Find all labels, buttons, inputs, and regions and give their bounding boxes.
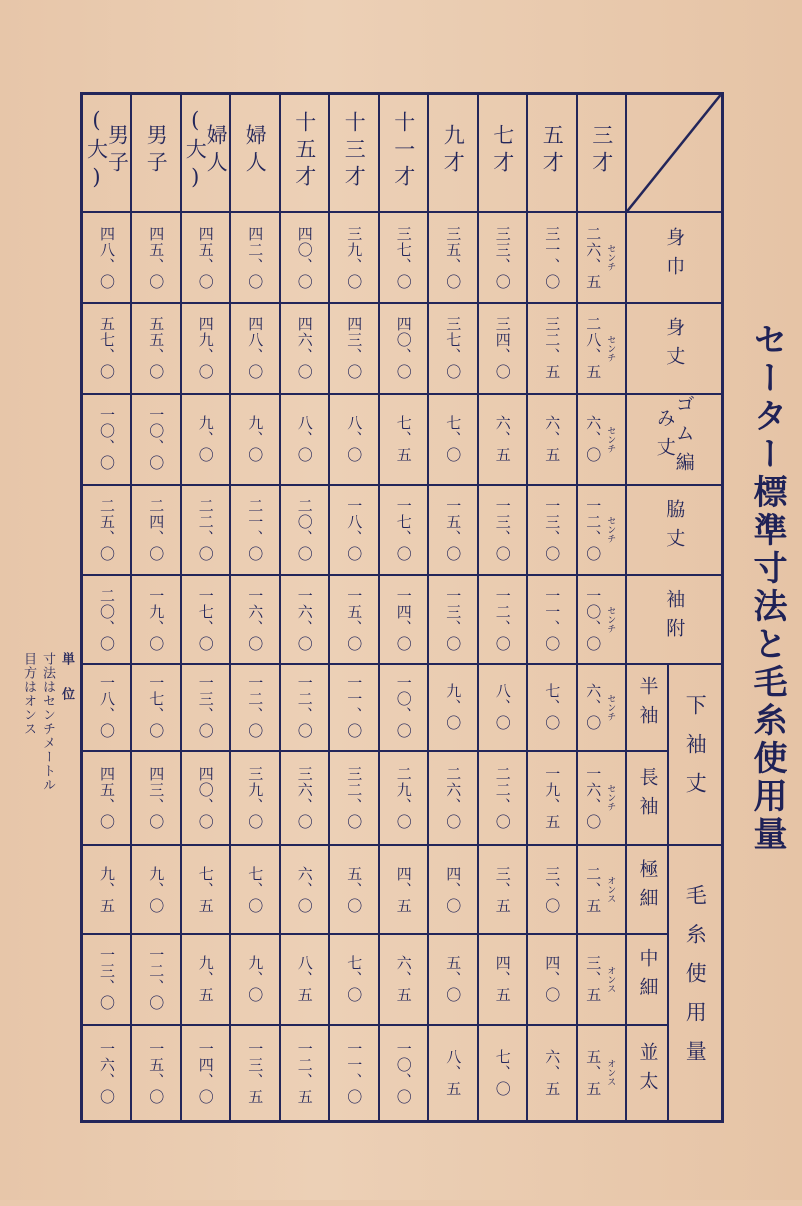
column-header-label: 七才 (490, 124, 515, 179)
table-cell (230, 934, 280, 1025)
cell-value: 七、〇 (345, 955, 364, 1004)
table-cell (82, 394, 132, 485)
table-cell (181, 394, 231, 485)
table-cell (527, 212, 577, 303)
cell-value: 一二、〇 (584, 497, 603, 562)
table-cell (527, 751, 577, 846)
table-cell (577, 575, 627, 664)
cell-value: 四三、〇 (147, 765, 166, 830)
cell-value: 四、〇 (543, 955, 562, 1004)
cell-value: 四五、〇 (147, 225, 166, 290)
table-cell (379, 751, 429, 846)
table-row (82, 485, 723, 576)
table-row (82, 212, 723, 303)
cell-value: 一二、〇 (493, 587, 512, 652)
cell-value: 二〇、〇 (98, 587, 116, 652)
cell-value: 二四、〇 (147, 497, 166, 562)
cell-value: 四二、〇 (246, 225, 265, 290)
cell-value: 二九、〇 (394, 765, 413, 830)
row-label: 身巾 (663, 226, 686, 285)
row-label: 袖附 (663, 588, 686, 647)
cell-value: 一五、〇 (345, 587, 364, 652)
row-label-cell (626, 934, 668, 1025)
table-row (82, 394, 723, 485)
table-cell (280, 751, 330, 846)
cell-value: 七、〇 (543, 683, 562, 732)
cell-unit: オンス (605, 1059, 616, 1087)
table-cell (527, 845, 577, 934)
cell-value: 三、五 (584, 955, 603, 1004)
table-cell (379, 575, 429, 664)
sleeve-group-cell (668, 664, 722, 845)
cell-value: 一六、〇 (295, 587, 314, 652)
table-cell (230, 575, 280, 664)
cell-value: 一〇、〇 (584, 587, 603, 652)
column-header-label: 十一才 (391, 110, 416, 192)
table-cell (329, 845, 379, 934)
row-label-cell (626, 212, 722, 303)
row-label: 身丈 (663, 317, 686, 376)
cell-unit: センチ (605, 516, 616, 544)
table-cell (181, 934, 231, 1025)
table-cell (527, 1025, 577, 1122)
column-header (379, 94, 429, 213)
table-cell (478, 1025, 528, 1122)
cell-value: 一〇、〇 (147, 407, 166, 472)
table-cell (527, 303, 577, 394)
table-cell (230, 212, 280, 303)
cell-value: 八、〇 (345, 415, 364, 464)
table-cell (131, 485, 181, 576)
cell-value: 三三、〇 (493, 225, 512, 290)
table-cell (82, 485, 132, 576)
cell-value: 三一、〇 (543, 225, 562, 290)
cell-value: 二一、〇 (246, 497, 265, 562)
table-cell (577, 212, 627, 303)
cell-value: 一八、〇 (98, 675, 116, 740)
row-label: 極細 (636, 858, 659, 917)
row-label: 長袖 (636, 766, 659, 825)
cell-value: 三五、〇 (444, 225, 463, 290)
cell-value: 六、〇 (584, 415, 603, 464)
column-header-label: 男子 (144, 124, 169, 179)
column-header-label: 五才 (540, 124, 565, 179)
column-header (329, 94, 379, 213)
cell-value: 一三、〇 (196, 675, 215, 740)
cell-value: 九、〇 (444, 683, 463, 732)
table-cell (329, 575, 379, 664)
table-row (82, 751, 723, 846)
table-cell (478, 934, 528, 1025)
column-header-label: 九才 (441, 124, 466, 179)
cell-unit: センチ (605, 606, 616, 634)
row-label: ゴム編み丈 (653, 393, 695, 481)
table-cell (230, 751, 280, 846)
table-row (82, 303, 723, 394)
table-cell (577, 1025, 627, 1122)
cell-value: 四〇、〇 (196, 765, 215, 830)
table-cell (329, 751, 379, 846)
table-cell (527, 575, 577, 664)
column-header-label: 十三才 (342, 110, 367, 192)
table-cell (478, 485, 528, 576)
table-cell (379, 485, 429, 576)
column-header-label: 婦人 (243, 124, 268, 179)
table-cell (131, 664, 181, 751)
column-header-label: 婦人(大) (183, 107, 229, 195)
column-header (131, 94, 181, 213)
row-label-cell (626, 845, 668, 934)
cell-value: 一四、〇 (196, 1040, 215, 1105)
cell-value: 一五、〇 (444, 497, 463, 562)
table-cell (230, 845, 280, 934)
yarn-group-label: 毛糸使用量 (683, 883, 708, 1079)
unit-label: 単位 (59, 652, 74, 722)
table-cell (478, 575, 528, 664)
table-cell (131, 751, 181, 846)
row-label-cell (626, 575, 722, 664)
table-cell (428, 934, 478, 1025)
cell-value: 四三、〇 (345, 316, 364, 381)
cell-value: 二八、五 (584, 316, 603, 381)
size-table (80, 92, 724, 1123)
cell-value: 二六、五 (584, 225, 603, 290)
cell-value: 一二、〇 (147, 947, 166, 1012)
cell-value: 九、五 (196, 955, 215, 1004)
table-cell (527, 934, 577, 1025)
cell-value: 四、五 (493, 955, 512, 1004)
table-cell (131, 1025, 181, 1122)
cell-value: 七、〇 (493, 1048, 512, 1097)
table-cell (181, 485, 231, 576)
cell-value: 六、五 (543, 1048, 562, 1097)
cell-value: 一〇、〇 (98, 407, 116, 472)
cell-value: 六、〇 (584, 683, 603, 732)
cell-value: 一一、〇 (543, 587, 562, 652)
unit-note (21, 652, 76, 1032)
cell-value: 六、五 (493, 415, 512, 464)
cell-value: 一六、〇 (584, 765, 603, 830)
table-cell (577, 394, 627, 485)
table-cell (230, 664, 280, 751)
cell-value: 四五、〇 (98, 765, 116, 830)
row-label: 脇丈 (663, 498, 686, 557)
table-cell (82, 664, 132, 751)
cell-unit: センチ (605, 244, 616, 272)
cell-value: 四、五 (394, 865, 413, 914)
cell-value: 四、〇 (444, 865, 463, 914)
column-header (428, 94, 478, 213)
table-cell (577, 303, 627, 394)
table-cell (131, 845, 181, 934)
table-cell (230, 394, 280, 485)
table-cell (131, 575, 181, 664)
table-cell (280, 664, 330, 751)
table-cell (82, 751, 132, 846)
cell-unit: センチ (605, 425, 616, 453)
table-cell (82, 934, 132, 1025)
cell-value: 一七、〇 (196, 587, 215, 652)
cell-value: 五、〇 (345, 865, 364, 914)
cell-value: 二、五 (584, 865, 603, 914)
cell-value: 二二、〇 (493, 765, 512, 830)
row-label: 半袖 (636, 676, 659, 735)
table-cell (230, 485, 280, 576)
cell-value: 六、〇 (295, 865, 314, 914)
cell-value: 一七、〇 (147, 675, 166, 740)
table-cell (379, 212, 429, 303)
table-cell (131, 394, 181, 485)
cell-value: 一〇、〇 (394, 1040, 413, 1105)
table-cell (280, 485, 330, 576)
cell-value: 三二、五 (543, 316, 562, 381)
table-cell (428, 485, 478, 576)
table-cell (181, 303, 231, 394)
table-cell (230, 303, 280, 394)
table-cell (82, 575, 132, 664)
table-cell (329, 664, 379, 751)
cell-value: 七、〇 (246, 865, 265, 914)
cell-value: 二六、〇 (444, 765, 463, 830)
table-cell (280, 394, 330, 485)
table-cell (577, 751, 627, 846)
table-row (82, 845, 723, 934)
cell-value: 三、〇 (543, 865, 562, 914)
cell-value: 一三、五 (246, 1040, 265, 1105)
cell-value: 二五、〇 (98, 497, 116, 562)
sleeve-group-label: 下袖丈 (683, 694, 708, 812)
table-cell (181, 1025, 231, 1122)
cell-value: 九、〇 (246, 955, 265, 1004)
table-cell (379, 394, 429, 485)
table-cell (131, 212, 181, 303)
table-cell (329, 303, 379, 394)
column-header (181, 94, 231, 213)
weight-unit-note: 目方はオンス (21, 652, 36, 736)
column-header (230, 94, 280, 213)
cell-value: 一〇、〇 (394, 675, 413, 740)
table-cell (577, 664, 627, 751)
cell-value: 四〇、〇 (295, 225, 314, 290)
table-row (82, 934, 723, 1025)
cell-value: 一七、〇 (394, 497, 413, 562)
row-label-cell (626, 751, 668, 846)
table-cell (527, 664, 577, 751)
table-cell (230, 1025, 280, 1122)
cell-value: 一二、〇 (246, 675, 265, 740)
cell-value: 八、〇 (295, 415, 314, 464)
row-label-cell (626, 1025, 668, 1122)
cell-value: 四五、〇 (196, 225, 215, 290)
cell-value: 一二、〇 (295, 675, 314, 740)
cell-value: 四八、〇 (98, 225, 116, 290)
table-cell (131, 303, 181, 394)
cell-value: 四九、〇 (196, 316, 215, 381)
table-cell (428, 575, 478, 664)
column-header-label: 三才 (589, 124, 614, 179)
table-cell (428, 751, 478, 846)
column-header (577, 94, 627, 213)
cell-value: 七、五 (394, 415, 413, 464)
cell-value: 八、五 (444, 1048, 463, 1097)
cell-value: 一九、〇 (147, 587, 166, 652)
table-cell (329, 212, 379, 303)
cell-value: 一八、〇 (345, 497, 364, 562)
table-cell (478, 751, 528, 846)
cell-value: 四〇、〇 (394, 316, 413, 381)
table-cell (428, 664, 478, 751)
cell-value: 一六、〇 (246, 587, 265, 652)
cell-value: 五、五 (584, 1048, 603, 1097)
row-label-cell (626, 485, 722, 576)
column-header (527, 94, 577, 213)
table-cell (379, 664, 429, 751)
table-cell (577, 845, 627, 934)
cell-value: 一三、〇 (493, 497, 512, 562)
table-cell (329, 1025, 379, 1122)
cell-value: 七、五 (196, 865, 215, 914)
cell-value: 六、五 (394, 955, 413, 1004)
cell-unit: オンス (605, 965, 616, 993)
cell-value: 九、〇 (147, 865, 166, 914)
row-label: 中細 (636, 948, 659, 1007)
cell-value: 一五、〇 (147, 1040, 166, 1105)
table-cell (379, 845, 429, 934)
table-cell (577, 485, 627, 576)
size-unit-note: 寸法はセンチメートル (40, 652, 55, 792)
table-cell (379, 934, 429, 1025)
cell-value: 八、〇 (493, 683, 512, 732)
cell-value: 一三、〇 (98, 947, 116, 1012)
column-header-label: 十五才 (292, 110, 317, 192)
cell-value: 五、〇 (444, 955, 463, 1004)
cell-value: 三二、〇 (345, 765, 364, 830)
table-cell (280, 575, 330, 664)
cell-value: 一三、〇 (444, 587, 463, 652)
cell-value: 六、五 (543, 415, 562, 464)
table-cell (329, 485, 379, 576)
cell-unit: センチ (605, 334, 616, 362)
table-cell (82, 303, 132, 394)
cell-value: 三九、〇 (345, 225, 364, 290)
table-cell (82, 212, 132, 303)
cell-value: 一三、〇 (543, 497, 562, 562)
cell-value: 五七、〇 (98, 316, 116, 381)
table-cell (478, 394, 528, 485)
table-row (82, 1025, 723, 1122)
column-header (280, 94, 330, 213)
table-cell (181, 751, 231, 846)
table-cell (181, 212, 231, 303)
cell-value: 三四、〇 (493, 316, 512, 381)
table-cell (280, 934, 330, 1025)
table-cell (181, 845, 231, 934)
cell-value: 三九、〇 (246, 765, 265, 830)
cell-value: 三七、〇 (394, 225, 413, 290)
cell-value: 五五、〇 (147, 316, 166, 381)
cell-value: 一六、〇 (98, 1040, 116, 1105)
cell-unit: センチ (605, 784, 616, 812)
corner-cell (626, 94, 722, 213)
table-cell (428, 845, 478, 934)
cell-value: 九、〇 (246, 415, 265, 464)
cell-value: 一九、五 (543, 765, 562, 830)
row-label: 並太 (636, 1041, 659, 1100)
table-cell (329, 934, 379, 1025)
cell-value: 一四、〇 (394, 587, 413, 652)
row-label-cell (626, 664, 668, 751)
table-cell (82, 845, 132, 934)
cell-value: 九、五 (98, 865, 116, 914)
cell-value: 二二、〇 (196, 497, 215, 562)
table-cell (329, 394, 379, 485)
cell-value: 九、〇 (196, 415, 215, 464)
table-cell (280, 1025, 330, 1122)
cell-value: 八、五 (295, 955, 314, 1004)
column-header (478, 94, 528, 213)
table-cell (478, 845, 528, 934)
table-cell (428, 394, 478, 485)
yarn-group-cell (668, 845, 722, 1121)
cell-value: 三七、〇 (444, 316, 463, 381)
table-cell (280, 303, 330, 394)
cell-unit: センチ (605, 693, 616, 721)
table-cell (379, 1025, 429, 1122)
table-cell (428, 303, 478, 394)
table-cell (527, 485, 577, 576)
table-cell (131, 934, 181, 1025)
table-cell (478, 303, 528, 394)
cell-unit: オンス (605, 876, 616, 904)
table-cell (428, 212, 478, 303)
cell-value: 三、五 (493, 865, 512, 914)
cell-value: 一一、〇 (345, 675, 364, 740)
row-label-cell (626, 394, 722, 485)
table-cell (82, 1025, 132, 1122)
cell-value: 四八、〇 (246, 316, 265, 381)
cell-value: 七、〇 (444, 415, 463, 464)
table-cell (577, 934, 627, 1025)
column-header-label: 男子(大) (84, 107, 130, 195)
cell-value: 一二、五 (295, 1040, 314, 1105)
table-cell (478, 212, 528, 303)
table-cell (280, 845, 330, 934)
corner-diagonal (627, 95, 721, 211)
table-cell (527, 394, 577, 485)
table-cell (379, 303, 429, 394)
cell-value: 一一、〇 (345, 1040, 364, 1105)
table-cell (428, 1025, 478, 1122)
row-label-cell (626, 303, 722, 394)
cell-value: 二〇、〇 (295, 497, 314, 562)
column-header (82, 94, 132, 213)
cell-value: 三六、〇 (295, 765, 314, 830)
page-title: セーター標準寸法と毛糸使用量 (747, 322, 787, 854)
header-row (82, 94, 723, 213)
table-row (82, 575, 723, 664)
table-cell (181, 664, 231, 751)
table-cell (280, 212, 330, 303)
table-cell (478, 664, 528, 751)
table-row (82, 664, 723, 751)
cell-value: 四六、〇 (295, 316, 314, 381)
table-cell (181, 575, 231, 664)
